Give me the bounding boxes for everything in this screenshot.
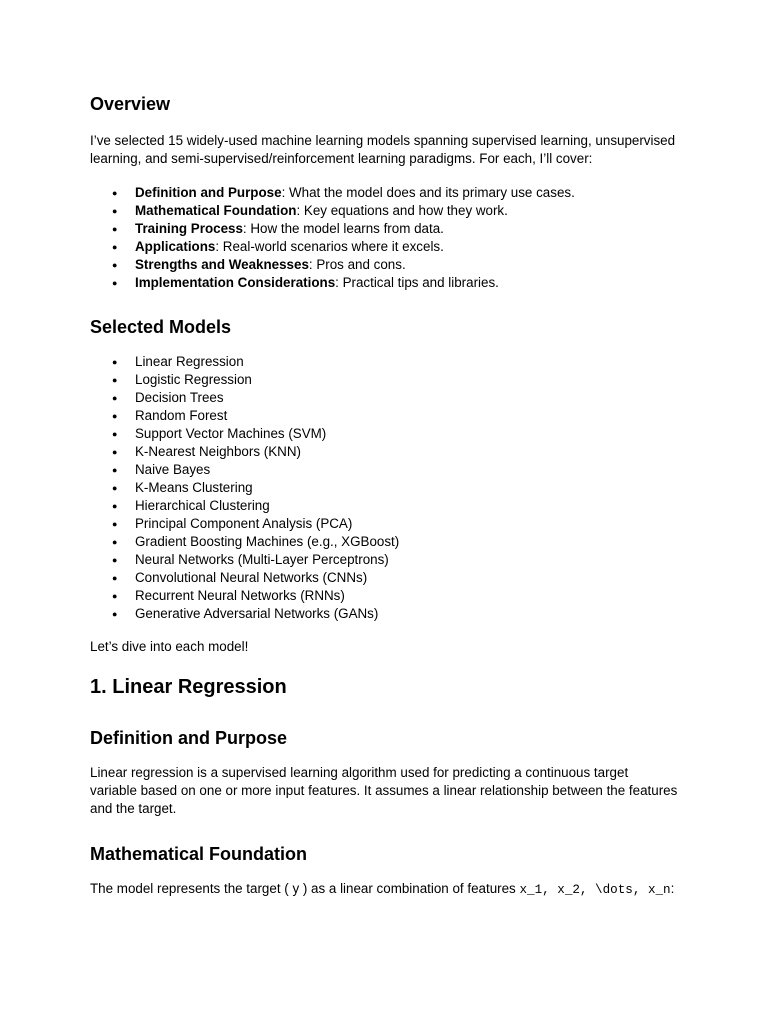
list-item <box>90 184 678 202</box>
list-item: ● K-Means Clustering <box>90 479 678 497</box>
list-item-term: Implementation Considerations <box>135 275 336 290</box>
list-item: ● Linear Regression <box>90 353 678 371</box>
definition-heading: Definition and Purpose <box>90 728 288 748</box>
list-item <box>90 274 678 292</box>
closing-paragraph: Let’s dive into each model! <box>90 639 249 654</box>
list-item: ● Convolutional Neural Networks (CNNs) <box>90 569 678 587</box>
math-foundation-heading: Mathematical Foundation <box>90 844 308 864</box>
list-item: ● Logistic Regression <box>90 371 678 389</box>
list-item <box>90 202 678 220</box>
math-text: The model represents the target ( y ) as a linear combination of features <box>90 881 520 896</box>
overview-intro-paragraph: I’ve selected 15 widely-used machine learning models spanning supervised learning, unsupervised learning, and semi-supervised/reinforcement learning paradigms. For each, I’ll cover: <box>90 133 676 166</box>
selected-models-list <box>90 353 678 623</box>
list-item-term: Strengths and Weaknesses <box>135 257 309 272</box>
section-heading: 1. Linear Regression <box>90 676 287 698</box>
list-item: ● Recurrent Neural Networks (RNNs) <box>90 587 678 605</box>
list-item: ● Generative Adversarial Networks (GANs) <box>90 605 678 623</box>
definition-paragraph: Linear regression is a supervised learning algorithm used for predicting a continuous target variable based on one or more input features. It assumes a linear relationship between the features and the target. <box>90 765 678 816</box>
list-item: ● Random Forest <box>90 407 678 425</box>
math-inline-code: x_1, x_2, \dots, x_n <box>519 883 671 897</box>
list-item-text: : Practical tips and libraries. <box>335 275 499 290</box>
list-item-text: : How the model learns from data. <box>242 221 444 236</box>
list-item: ● Hierarchical Clustering <box>90 497 678 515</box>
list-item: ● Support Vector Machines (SVM) <box>90 425 678 443</box>
list-item: ● K-Nearest Neighbors (KNN) <box>90 443 678 461</box>
math-paragraph <box>90 880 678 899</box>
list-item <box>90 238 678 256</box>
list-item: ● Neural Networks (Multi-Layer Perceptrons) <box>90 551 678 569</box>
list-item-term: Applications <box>135 239 216 254</box>
list-item-text: : Pros and cons. <box>308 257 406 272</box>
list-item <box>90 256 678 274</box>
list-item-text: : What the model does and its primary use cases. <box>281 185 575 200</box>
overview-heading: Overview <box>90 94 171 114</box>
list-item-term: Training Process <box>135 221 243 236</box>
list-item: ● Decision Trees <box>90 389 678 407</box>
selected-models-heading: Selected Models <box>90 317 232 337</box>
list-item: ● Gradient Boosting Machines (e.g., XGBoost) <box>90 533 678 551</box>
list-item-text: : Key equations and how they work. <box>296 203 508 218</box>
list-item: ● Naive Bayes <box>90 461 678 479</box>
list-item-term: Definition and Purpose <box>135 185 282 200</box>
overview-list <box>90 184 678 292</box>
list-item <box>90 220 678 238</box>
list-item-term: Mathematical Foundation <box>135 203 297 218</box>
list-item-text: : Real-world scenarios where it excels. <box>215 239 444 254</box>
math-suffix: : <box>670 881 675 896</box>
list-item: ● Principal Component Analysis (PCA) <box>90 515 678 533</box>
